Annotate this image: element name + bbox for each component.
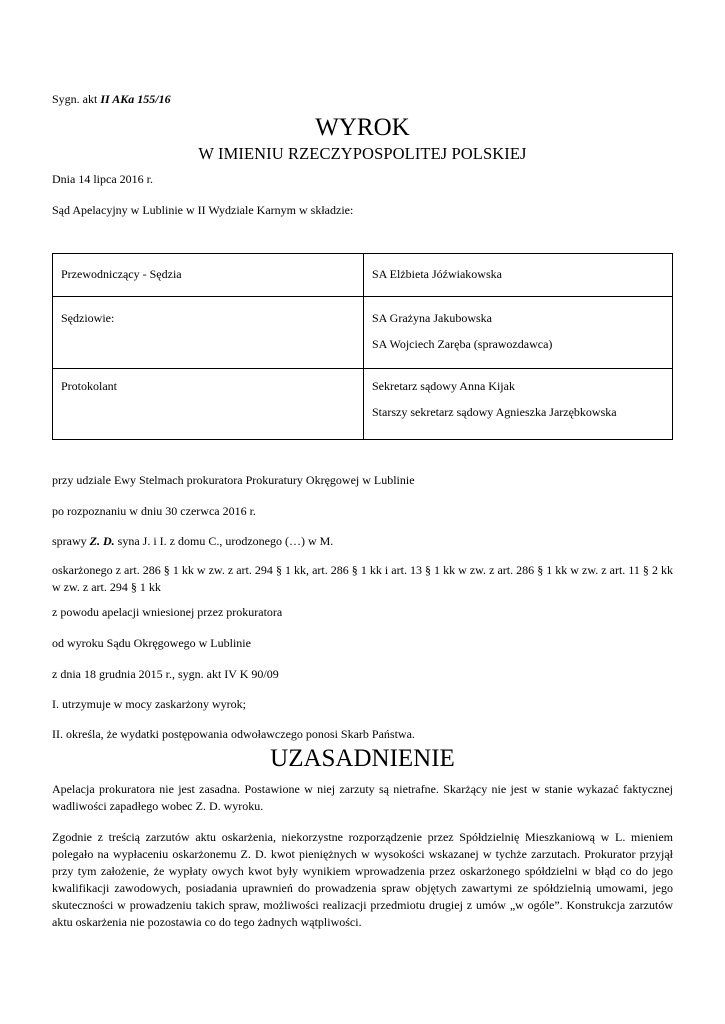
- member-name: SA Wojciech Zaręba (sprawozdawca): [372, 337, 553, 351]
- ruling-item-1: I. utrzymuje w mocy zaskarżony wyrok;: [52, 697, 246, 711]
- case-signature-value: II AKa 155/16: [100, 92, 171, 106]
- case-signature: [52, 92, 171, 107]
- members-cell: [364, 254, 673, 297]
- member-name: Sekretarz sądowy Anna Kijak: [372, 379, 515, 393]
- role-label: Protokolant: [61, 379, 117, 393]
- prosecutor-line: przy udziale Ewy Stelmach prokuratora Prokuratury Okręgowej w Lublinie: [52, 473, 415, 487]
- lower-court-line: od wyroku Sądu Okręgowego w Lublinie: [52, 636, 251, 650]
- ruling-item-2: II. określa, że wydatki postępowania odwoławczego ponosi Skarb Państwa.: [52, 727, 415, 741]
- case-signature-prefix: Sygn. akt: [52, 92, 101, 106]
- member-name: Starszy sekretarz sądowy Agnieszka Jarzębkowska: [372, 405, 617, 419]
- charges-paragraph: oskarżonego z art. 286 § 1 kk w zw. z art. 294 § 1 kk, art. 286 § 1 kk i art. 13 § 1 kk w zw. z art. 286 § 1 kk w zw. z art. 11 § 2 kk w zw. z art. 294 § 1 kk: [52, 563, 673, 594]
- justification-paragraph-2: Zgodnie z treścią zarzutów aktu oskarżenia, niekorzystne rozporządzenie przez Spółdzielnię Mieszkaniową w L. mieniem polegało na wypłaceniu oskarżonemu Z. D. kwot pieniężnych w wysokości wskazanej w tychże zarzutach. Prokurator przyjął przy tym założenie, że wypłaty owych kwot były wynikiem wprowadzenia przez oskarżonego spółdzielni w błąd co do jego kwalifikacji zawodowych, posiadania uprawnień do prowadzenia spraw objętych zawartymi ze spółdzielnią umowami, jego skuteczności w prowadzeniu takich spraw, możliwości realizacji przedmiotu drugiej z umów „w ogóle”. Konstrukcja zarzutów aktu oskarżenia nie pozostawia co do tego żadnych wątpliwości.: [52, 830, 673, 929]
- members-cell: [364, 369, 673, 440]
- court-composition-intro: Sąd Apelacyjny w Lublinie w II Wydziale Karnym w składzie:: [52, 203, 354, 217]
- role-cell: [53, 369, 364, 440]
- table-row: [53, 254, 673, 297]
- justification-paragraph-1: Apelacja prokuratora nie jest zasadna. Postawione w niej zarzuty są nietrafne. Skarżący nie jest w stanie wykazać faktycznej wadliwości zapadłego wobec Z. D. wyroku.: [52, 782, 673, 813]
- case-line: [52, 534, 333, 549]
- document-title: WYROK: [315, 114, 410, 141]
- members-cell: [364, 297, 673, 369]
- member-name: SA Elżbieta Jóźwiakowska: [372, 267, 502, 281]
- appeal-line: z powodu apelacji wniesionej przez prokuratora: [52, 605, 283, 619]
- lower-judgment-date-line: z dnia 18 grudnia 2015 r., sygn. akt IV K 90/09: [52, 667, 279, 681]
- role-cell: [53, 254, 364, 297]
- document-subtitle: W IMIENIU RZECZYPOSPOLITEJ POLSKIEJ: [198, 144, 527, 163]
- case-prefix: sprawy: [52, 534, 90, 548]
- member-name: SA Grażyna Jakubowska: [372, 311, 492, 325]
- table-row: [53, 369, 673, 440]
- table-row: [53, 297, 673, 369]
- role-cell: [53, 297, 364, 369]
- justification-heading: UZASADNIENIE: [270, 745, 455, 772]
- case-suffix: syna J. i I. z domu C., urodzonego (…) w M.: [114, 534, 334, 548]
- defendant-name: Z. D.: [89, 534, 115, 548]
- role-label: Sędziowie:: [61, 311, 115, 325]
- court-composition-table: [52, 253, 673, 440]
- judgment-date: Dnia 14 lipca 2016 r.: [52, 172, 153, 186]
- hearing-date-line: po rozpoznaniu w dniu 30 czerwca 2016 r.: [52, 504, 256, 518]
- role-label: Przewodniczący - Sędzia: [61, 267, 182, 281]
